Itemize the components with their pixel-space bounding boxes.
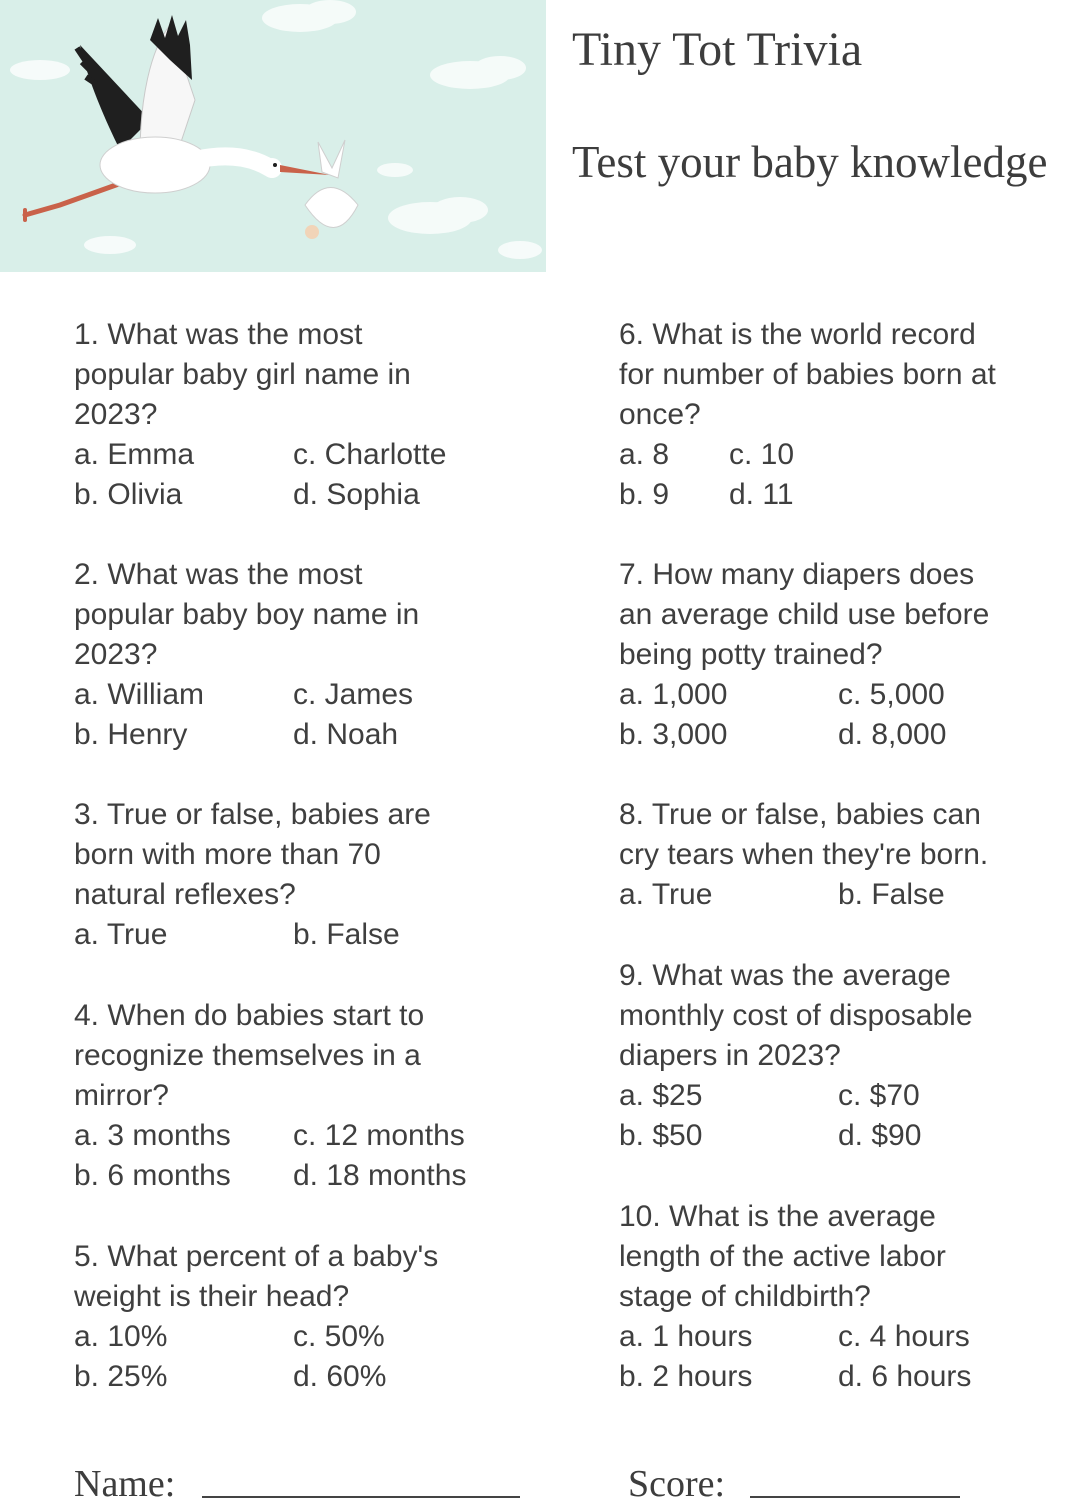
question-text: length of the active labor [619, 1240, 946, 1273]
answer-option: c. 4 hours [838, 1320, 970, 1353]
question-text: being potty trained? [619, 638, 883, 671]
question-8 [619, 795, 988, 915]
question-text: 2023? [74, 638, 158, 671]
stork-illustration [0, 0, 546, 272]
answer-option: b. 2 hours [619, 1360, 753, 1393]
question-text: weight is their head? [74, 1280, 350, 1313]
answer-option: c. Charlotte [293, 438, 447, 471]
question-text: 5. What percent of a baby's [74, 1240, 439, 1273]
answer-option: b. $50 [619, 1119, 703, 1152]
answer-option: d. 8,000 [838, 718, 947, 751]
answer-option: b. 3,000 [619, 718, 728, 751]
question-3 [74, 795, 431, 955]
stork-banner [0, 0, 546, 272]
name-label: Name: [74, 1463, 176, 1505]
answer-option: c. James [293, 678, 414, 711]
question-text: 2023? [74, 398, 158, 431]
answer-option: c. 50% [293, 1320, 385, 1353]
answer-option: a. Emma [74, 438, 195, 471]
question-text: 1. What was the most [74, 318, 363, 351]
clouds [10, 0, 542, 259]
answer-option: a. 1,000 [619, 678, 728, 711]
score-label: Score: [628, 1463, 726, 1505]
page-title: Tiny Tot Trivia [572, 23, 863, 76]
question-5 [74, 1237, 438, 1397]
question-10 [619, 1197, 971, 1397]
question-text: 9. What was the average [619, 959, 951, 992]
answer-option: c. 12 months [293, 1119, 465, 1152]
question-text: 3. True or false, babies are [74, 798, 431, 831]
answer-option: b. 9 [619, 478, 670, 511]
answer-option: d. 60% [293, 1360, 387, 1393]
question-text: 2. What was the most [74, 558, 363, 591]
question-2 [74, 555, 419, 755]
answer-option: a. True [619, 878, 713, 911]
answer-option: a. 3 months [74, 1119, 231, 1152]
question-text: for number of babies born at [619, 358, 996, 391]
question-text: born with more than 70 [74, 838, 381, 871]
answer-option: c. 10 [729, 438, 795, 471]
answer-option: d. $90 [838, 1119, 922, 1152]
answer-option: b. Henry [74, 718, 188, 751]
question-text: monthly cost of disposable [619, 999, 973, 1032]
question-4 [74, 996, 466, 1196]
answer-option: b. False [293, 918, 400, 951]
answer-option: d. 6 hours [838, 1360, 972, 1393]
question-6 [619, 315, 996, 515]
question-text: stage of childbirth? [619, 1280, 871, 1313]
page-subtitle: Test your baby knowledge [572, 137, 1048, 187]
question-text: diapers in 2023? [619, 1039, 841, 1072]
question-text: an average child use before [619, 598, 990, 631]
answer-option: a. William [74, 678, 205, 711]
answer-option: a. 8 [619, 438, 670, 471]
answer-option: a. 1 hours [619, 1320, 753, 1353]
question-text: popular baby boy name in [74, 598, 420, 631]
question-9 [619, 956, 973, 1156]
answer-option: d. 18 months [293, 1159, 467, 1192]
answer-option: b. 25% [74, 1360, 168, 1393]
question-text: 8. True or false, babies can [619, 798, 981, 831]
answer-option: b. Olivia [74, 478, 183, 511]
question-text: recognize themselves in a [74, 1039, 421, 1072]
question-text: popular baby girl name in [74, 358, 411, 391]
question-text: once? [619, 398, 701, 431]
answer-option: d. 11 [729, 478, 794, 511]
question-text: mirror? [74, 1079, 169, 1112]
name-blank-line[interactable] [202, 1496, 520, 1498]
question-text: 10. What is the average [619, 1200, 936, 1233]
question-text: 4. When do babies start to [74, 999, 425, 1032]
score-blank-line[interactable] [750, 1496, 960, 1498]
answer-option: d. Noah [293, 718, 399, 751]
answer-option: c. $70 [838, 1079, 920, 1112]
answer-option: d. Sophia [293, 478, 420, 511]
question-7 [619, 555, 989, 755]
question-text: 7. How many diapers does [619, 558, 975, 591]
answer-option: b. False [838, 878, 945, 911]
question-1 [74, 315, 446, 515]
question-text: cry tears when they're born. [619, 838, 989, 871]
question-text: natural reflexes? [74, 878, 296, 911]
answer-option: a. $25 [619, 1079, 703, 1112]
answer-option: b. 6 months [74, 1159, 231, 1192]
answer-option: a. 10% [74, 1320, 168, 1353]
answer-option: c. 5,000 [838, 678, 945, 711]
answer-option: a. True [74, 918, 168, 951]
question-text: 6. What is the world record [619, 318, 976, 351]
